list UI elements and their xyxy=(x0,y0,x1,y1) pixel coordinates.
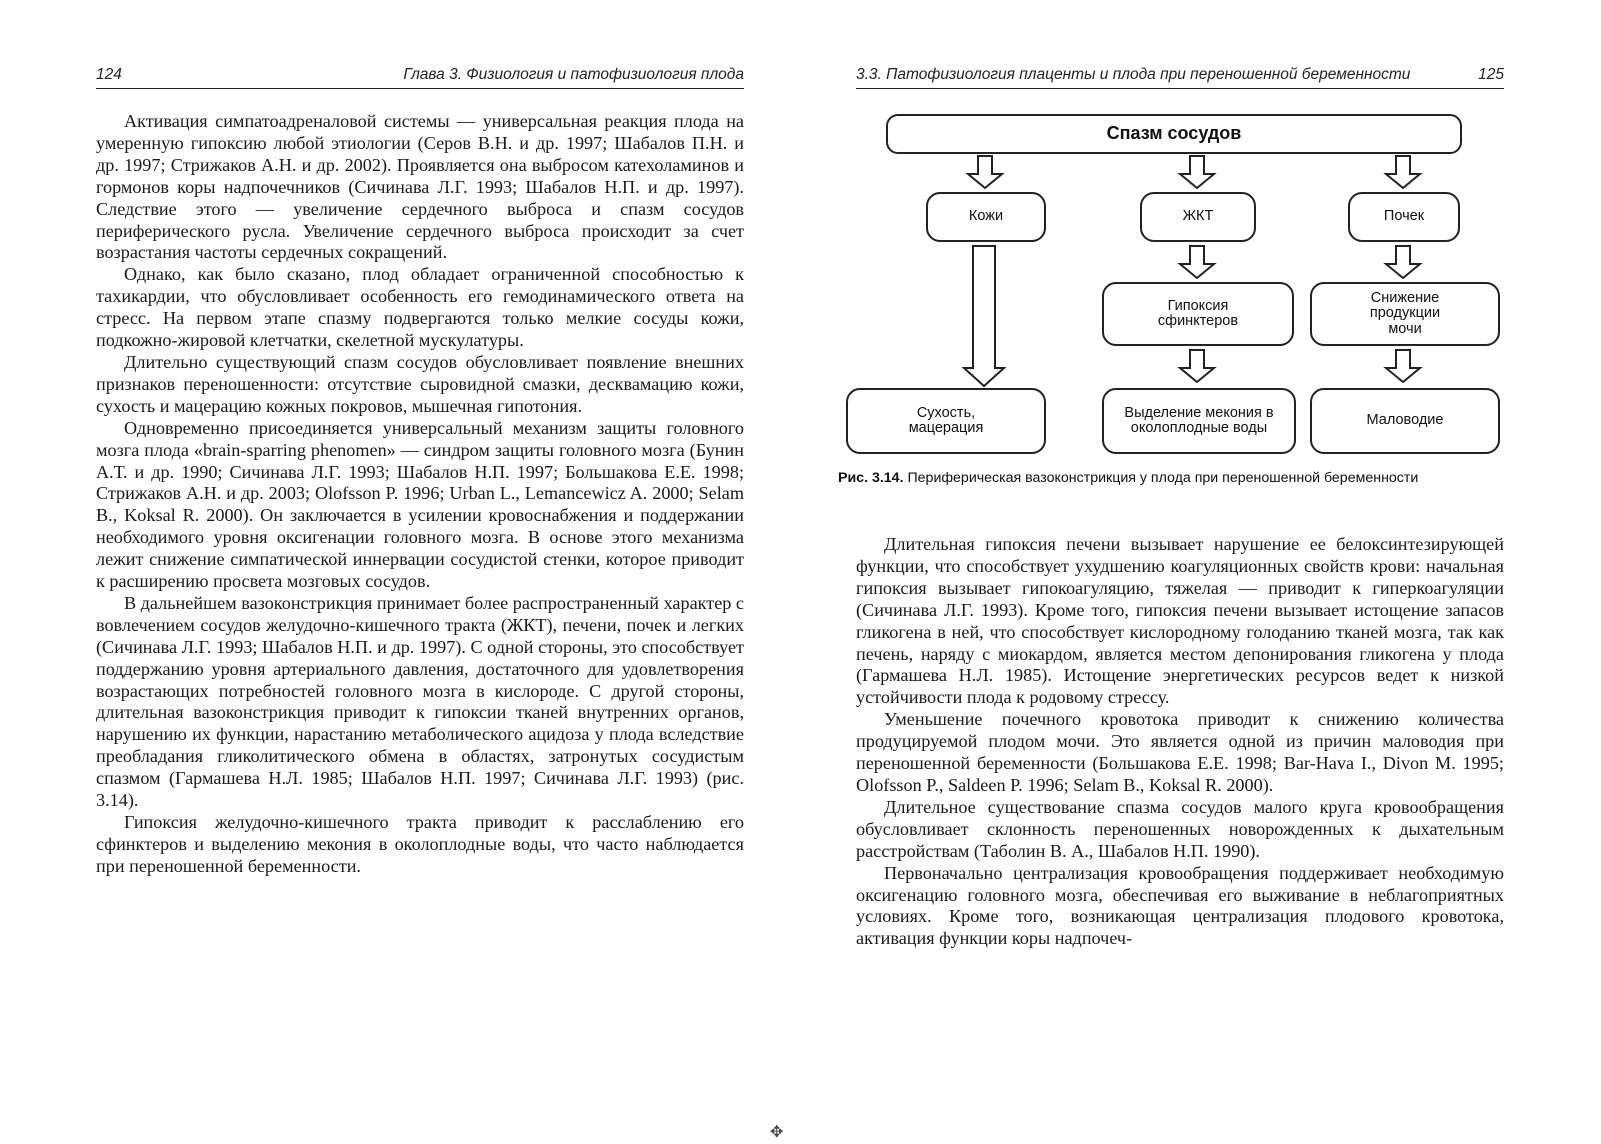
diagram-box-kidney: Почек xyxy=(1348,192,1460,242)
paragraph: Длительно существующий спазм сосудов обусловливает появление внешних признаков переношенности: отсутствие сыровидной смазки, десквамацию кожи, сухость и мацерацию кожных покровов, мышечная гипотония. xyxy=(96,351,744,416)
running-title-left: Глава 3. Физиология и патофизиология плода xyxy=(403,66,744,83)
body-text-left xyxy=(96,111,744,878)
right-page xyxy=(800,0,1601,1144)
diagram-box-skin: Кожи xyxy=(926,192,1046,242)
paragraph: Уменьшение почечного кровотока приводит к снижению количества продуцируемой плодом мочи. Это является одной из причин маловодия при переношенной беременности (Большакова Е.Е. 1998; Bar-Hava I., Divon M. 1995; Olofsson P., Saldeen P. 1996; Selam B., Koksal R. 2000). xyxy=(856,709,1504,795)
paragraph: Одновременно присоединяется универсальный механизм защиты головного мозга плода «brain-sparring phenomen» — синдром защиты головного мозга (Бунин А.Т. и др. 1990; Сичинава Л.Г. 1993; Шабалов Н.П. 1997; Большакова Е.Е. 1998; Стрижаков А.Н. и др. 2003; Olofsson P. 1996; Urban L., Lemancewicz A. 2000; Selam B., Koksal R. 2000). Он заключается в усилении кровоснабжения и поддержании необходимого уровня оксигенации головного мозга. В основе этого механизма лежит снижение симпатической иннервации сосудистой стенки, которое приводит к расширению просвета мозговых сосудов. xyxy=(96,417,744,592)
arrow-down-icon xyxy=(1180,350,1214,382)
left-page xyxy=(0,0,800,1144)
body-text-right xyxy=(856,534,1504,950)
paragraph: Длительная гипоксия печени вызывает нарушение ее белоксинтезирующей функции, что способствует ухудшению коагуляционных свойств крови: начальная гипоксия вызывает гипокоагуляцию, тяжелая — приводит к гиперкоагуляции (Сичинава Л.Г. 1993). Кроме того, гипоксия печени вызывает истощение запасов гликогена в ней, что способствует кислородному голоданию тканей мозга, так как печень, наряду с миокардом, является местом депонирования гликогена у плода (Гармашева Н.Л. 1985). Истощение энергетических ресурсов ведет к низкой устойчивости плода к родовому стрессу. xyxy=(856,534,1504,708)
figure-caption xyxy=(838,470,1518,486)
running-title-right: 3.3. Патофизиология плаценты и плода при переношенной беременности xyxy=(856,66,1411,83)
running-head-right xyxy=(856,64,1504,89)
diagram-box-urine-decrease: Снижение продукции мочи xyxy=(1310,282,1500,346)
paragraph: В дальнейшем вазоконстрикция принимает более распространенный характер с вовлечением сосудов желудочно-кишечного тракта (ЖКТ), печени, почек и легких (Сичинава Л.Г. 1993; Шабалов Н.П. и др. 1997). С одной стороны, это способствует поддержанию уровня артериального давления, достаточного для удовлетворения возрастающих потребностей головного мозга в кислороде. С другой стороны, длительная вазоконстрикция приводит к гипоксии тканей внутренних органов, нарушению их функции, нарастанию метаболического ацидоза у плода вследствие преобладания гликолитического обмена в областях, затронутых сосудистым спазмом (Гармашева Н.Л. 1985; Шабалов Н.П. 1997; Сичинава Л.Г. 1993) (рис. 3.14). xyxy=(96,592,744,811)
diagram-box-meconium: Выделение мекония в околоплодные воды xyxy=(1102,388,1296,454)
running-head-left xyxy=(96,64,744,89)
paragraph: Гипоксия желудочно-кишечного тракта приводит к расслаблению его сфинктеров и выделению мекония в околоплодные воды, что часто наблюдается при переношенной беременности. xyxy=(96,812,744,876)
ornament-icon: ✥ xyxy=(770,1122,784,1141)
diagram-box-sphincter-hypoxia: Гипоксия сфинктеров xyxy=(1102,282,1294,346)
paragraph: Первоначально централизация кровообращения поддерживает необходимую оксигенацию головного мозга, обеспечивая его выживание в неблагоприятных условиях. Кроме того, возникающая централизация плодового кровотока, активация функции коры надпочеч- xyxy=(856,862,1504,949)
paragraph: Однако, как было сказано, плод обладает ограниченной способностью к тахикардии, что обусловливает особенность его гемодинамического ответа на стресс. На первом этапе спазму подвергаются только мелкие сосуды кожи, подкожно-жировой клетчатки, скелетной мускулатуры. xyxy=(96,264,744,351)
diagram-box-vessel-spasm: Спазм сосудов xyxy=(886,114,1462,154)
paragraph: Активация симпатоадреналовой системы — универсальная реакция плода на умеренную гипоксию любой этиологии (Серов В.Н. и др. 1997; Шабалов П.Н. и др. 1997; Стрижаков А.Н. и др. 2002). Проявляется она выбросом катехоламинов и гормонов коры надпочечников (Сичинава Л.Г. 1993; Шабалов Н.П. и др. 1997). Следствие этого — увеличение сердечного выброса и спазм сосудов периферического русла. Увеличение сердечного выброса происходит за счет возрастания частоты сердечных сокращений. xyxy=(96,111,744,263)
long-arrow-down-icon xyxy=(964,246,1004,386)
diagram-box-gi-tract: ЖКТ xyxy=(1140,192,1256,242)
arrow-down-icon xyxy=(1386,350,1420,382)
arrow-down-icon xyxy=(1386,246,1420,278)
arrow-down-icon xyxy=(1180,156,1214,188)
arrow-down-icon xyxy=(1180,246,1214,278)
arrow-down-icon xyxy=(1386,156,1420,188)
page-number-right: 125 xyxy=(1478,66,1504,83)
diagram-box-oligohydramnios: Маловодие xyxy=(1310,388,1500,454)
arrow-down-icon xyxy=(968,156,1002,188)
figure-vasoconstriction-diagram xyxy=(840,112,1520,502)
caption-label: Рис. 3.14. xyxy=(838,470,904,486)
paragraph: Длительное существование спазма сосудов малого круга кровообращения обусловливает склонность переношенных новорожденных к дыхательным расстройствам (Таболин В. А., Шабалов Н.П. 1990). xyxy=(856,796,1504,861)
diagram-box-dryness: Сухость, мацерация xyxy=(846,388,1046,454)
page-number-left: 124 xyxy=(96,66,122,83)
caption-text: Периферическая вазоконстрикция у плода при переношенной беременности xyxy=(907,470,1419,486)
